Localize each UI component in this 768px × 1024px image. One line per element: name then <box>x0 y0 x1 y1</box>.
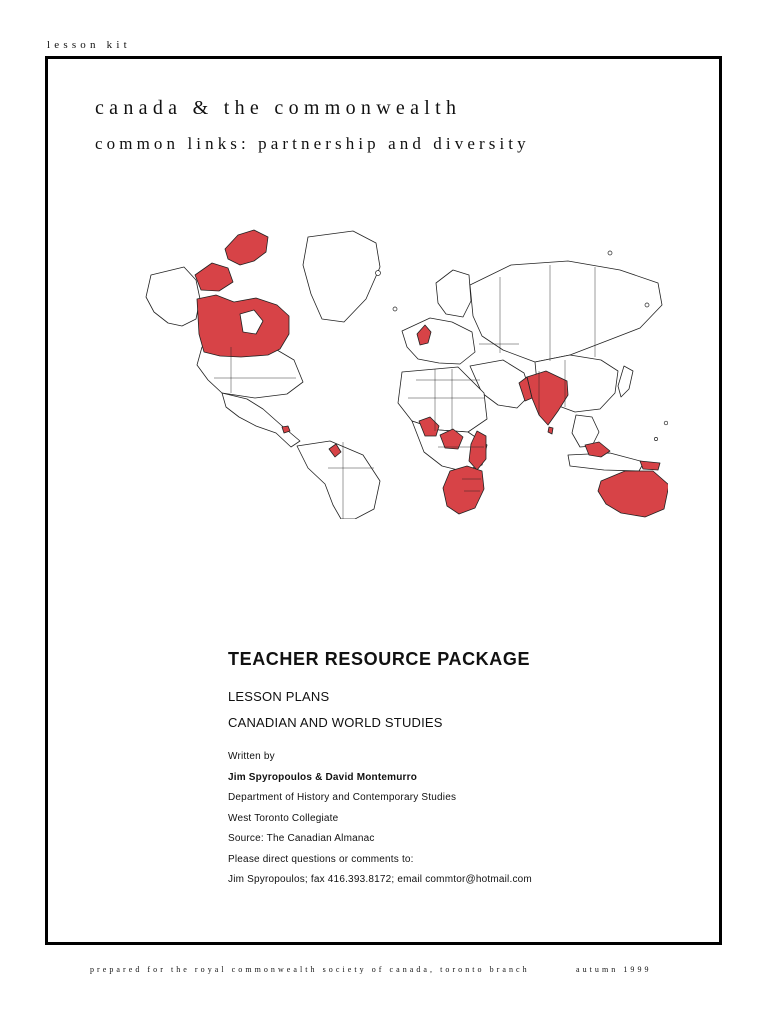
australia <box>598 471 668 517</box>
authors: Jim Spyropoulos & David Montemurro <box>228 771 418 783</box>
cover-frame <box>45 56 722 945</box>
prepared-for-footer: prepared for the royal commonwealth society of canada, toronto branch <box>90 965 530 974</box>
europe <box>402 318 475 364</box>
canada-north-islands <box>195 263 233 291</box>
cover-subtitle: common links: partnership and diversity <box>95 134 530 153</box>
sri-lanka <box>548 427 553 434</box>
southeast-asia <box>572 415 599 447</box>
course-title: CANADIAN AND WORLD STUDIES <box>228 715 443 730</box>
canada-arctic-islands <box>225 230 268 265</box>
lesson-kit-label: lesson kit <box>47 39 131 51</box>
indonesia-region <box>568 453 644 471</box>
source-citation: Source: The Canadian Almanac <box>228 833 375 844</box>
greenland-region <box>303 231 380 322</box>
alaska-region <box>146 267 200 326</box>
india <box>527 371 568 425</box>
package-title: TEACHER RESOURCE PACKAGE <box>228 649 531 669</box>
mexico-central-america <box>222 393 300 447</box>
southern-africa-commonwealth <box>443 466 484 514</box>
written-by-label: Written by <box>228 751 275 762</box>
school: West Toronto Collegiate <box>228 812 339 824</box>
date-footer: autumn 1999 <box>576 965 652 974</box>
teacher-resource-section <box>228 649 532 891</box>
russia-asia <box>470 261 662 362</box>
department: Department of History and Contemporary Studies <box>228 792 457 803</box>
scandinavia <box>436 270 471 317</box>
commonwealth-world-map <box>98 179 668 519</box>
lesson-plans-label: LESSON PLANS <box>228 689 330 704</box>
papua-new-guinea <box>640 461 660 470</box>
contact-information: Jim Spyropoulos; fax 416.393.8172; email commtor@hotmail.com <box>228 874 532 885</box>
japan-region <box>618 366 633 397</box>
questions-label: Please direct questions or comments to: <box>228 853 414 865</box>
africa-north <box>398 367 487 432</box>
cover-title: canada & the commonwealth <box>95 97 462 119</box>
